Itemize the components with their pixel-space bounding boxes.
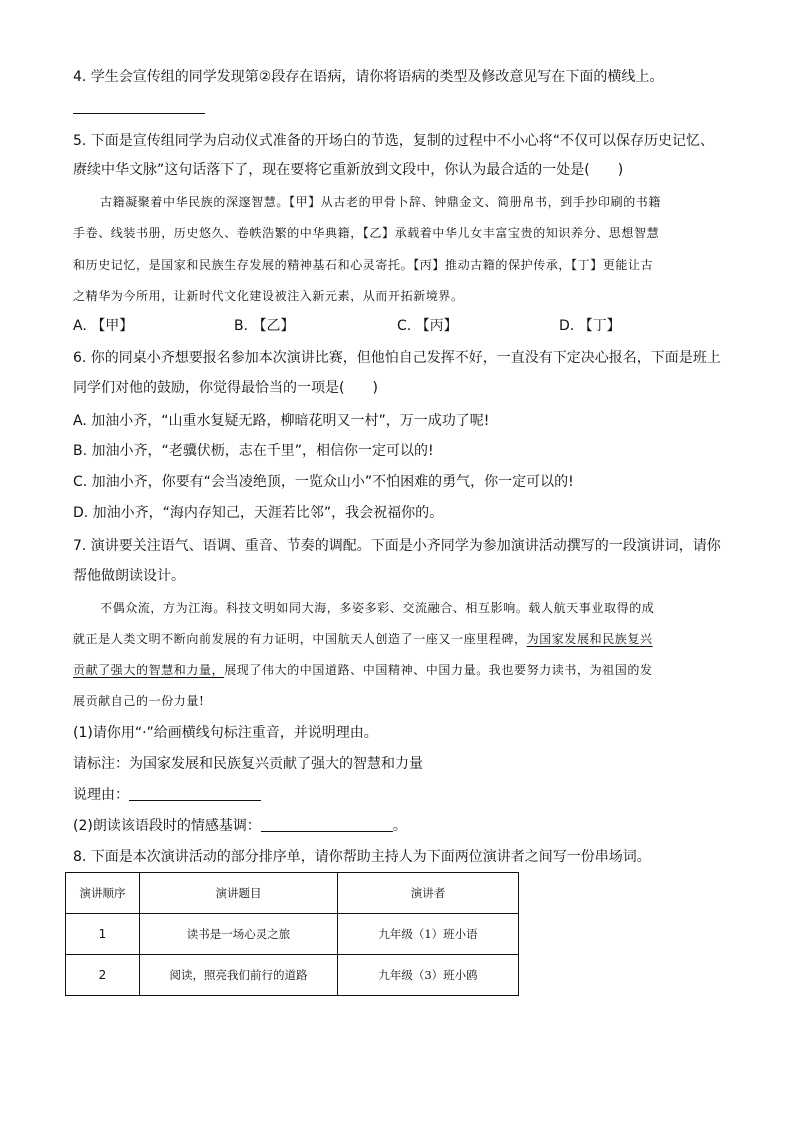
speech-order-table (65, 872, 519, 996)
q7-line-2: 帮他做朗读设计。 (73, 568, 185, 584)
header-title: 演讲题目 (140, 873, 338, 914)
cell-title: 读书是一场心灵之旅 (140, 914, 338, 955)
q7-reason-label: 说理由： (73, 787, 129, 803)
q6-line-2: 同学们对他的鼓励，你觉得最恰当的一项是( ) (73, 380, 378, 396)
header-speaker: 演讲者 (338, 873, 519, 914)
q7-speech-line-4: 展贡献自己的一份力量! (73, 694, 205, 708)
q5-line-2: 赓续中华文脉”这句话落下了，现在要将它重新放到文段中，你认为最合适的一处是( ) (73, 162, 624, 178)
cell-speaker: 九年级（1）班小语 (338, 914, 519, 955)
q6-option-b[interactable]: B. 加油小齐，“老骥伏枥，志在千里”，相信你一定可以的! (73, 443, 434, 459)
q7-speech-line-3 (73, 659, 653, 681)
q7-line-1: 7. 演讲要关注语气、语调、重音、节奏的调配。下面是小齐同学为参加演讲活动撰写的一段演讲词，请你 (73, 538, 721, 554)
q5-passage-line-2: 手卷、线装书册，历史悠久、卷帙浩繁的中华典籍，【乙】承载着中华儿女丰富宝贵的知识养分、思想智慧 (73, 226, 660, 240)
cell-speaker: 九年级（3）班小鸥 (338, 955, 519, 996)
q5-passage-line-4: 之精华为今所用，让新时代文化建设被注入新元素，从而开拓新境界。 (73, 289, 464, 303)
q7-speech-line-1: 不偶众流，方为江海。科技文明如同大海，多姿多彩、交流融合、相互影响。载人航天事业取得的成 (100, 601, 655, 615)
q8-text: 8. 下面是本次演讲活动的部分排序单，请你帮助主持人为下面两位演讲者之间写一份串场词。 (73, 849, 651, 865)
q7-speech-text: 就正是人类文明不断向前发展的有力证明，中国航天人创造了一座又一座里程碑， (73, 632, 527, 646)
q5-option-c[interactable]: C. 【丙】 (397, 318, 458, 334)
cell-order: 1 (66, 914, 140, 955)
q7-speech-text: 展现了伟大的中国道路、中国精神、中国力量。我也要努力读书，为祖国的发 (224, 663, 653, 677)
table-row (66, 955, 519, 996)
q7-underlined-sentence-part-2: 贡献了强大的智慧和力量， (73, 663, 225, 677)
q7-tone-answer-line[interactable] (261, 817, 393, 832)
q7-tone-end: 。 (392, 818, 407, 834)
q6-option-a[interactable]: A. 加油小齐，“山重水复疑无路，柳暗花明又一村”，万一成功了呢! (73, 413, 490, 429)
q5-option-d[interactable]: D. 【丁】 (559, 318, 621, 334)
q6-line-1: 6. 你的同桌小齐想要报名参加本次演讲比赛，但他怕自己发挥不好，一直没有下定决心报名，下面是班上 (73, 350, 721, 366)
header-order: 演讲顺序 (66, 873, 140, 914)
q6-option-c[interactable]: C. 加油小齐，你要有“会当凌绝顶，一览众山小”不怕困难的勇气，你一定可以的! (73, 474, 574, 490)
q7-reason-answer-line[interactable] (129, 786, 261, 801)
q7-speech-line-2 (73, 628, 653, 650)
q5-option-a[interactable]: A. 【甲】 (73, 318, 134, 334)
q4-answer-line[interactable] (73, 113, 205, 114)
q7-underlined-sentence-part-1: 为国家发展和民族复兴 (526, 632, 653, 646)
q7-reason-row (73, 784, 261, 806)
q5-passage-line-3: 和历史记忆，是国家和民族生存发展的精神基石和心灵寄托。【丙】推动古籍的保护传承，【丁】更能让古 (73, 258, 654, 272)
q5-line-1: 5. 下面是宣传组同学为启动仪式准备的开场白的节选，复制的过程中不小心将“不仅可以保存历史记忆、 (73, 133, 715, 149)
cell-order: 2 (66, 955, 140, 996)
q7-sub-question-2 (73, 815, 407, 837)
q5-passage-line-1: 古籍凝聚着中华民族的深邃智慧。【甲】从古老的甲骨卜辞、钟鼎金文、简册帛书，到手抄印刷的书籍 (100, 195, 662, 209)
q7-sub-question-1: (1)请你用“·”给画横线句标注重音，并说明理由。 (73, 725, 378, 741)
cell-title: 阅读，照亮我们前行的道路 (140, 955, 338, 996)
table-header-row (66, 873, 519, 914)
q7-tone-label: (2)朗读该语段时的情感基调： (73, 818, 261, 834)
q5-option-b[interactable]: B. 【乙】 (234, 318, 295, 334)
q4-text: 4. 学生会宣传组的同学发现第②段存在语病，请你将语病的类型及修改意见写在下面的横线上。 (73, 69, 664, 85)
q6-option-d[interactable]: D. 加油小齐，“海内存知己，天涯若比邻”，我会祝福你的。 (73, 505, 444, 521)
q7-mark-sentence: 请标注：为国家发展和民族复兴贡献了强大的智慧和力量 (73, 756, 423, 772)
table-row (66, 914, 519, 955)
